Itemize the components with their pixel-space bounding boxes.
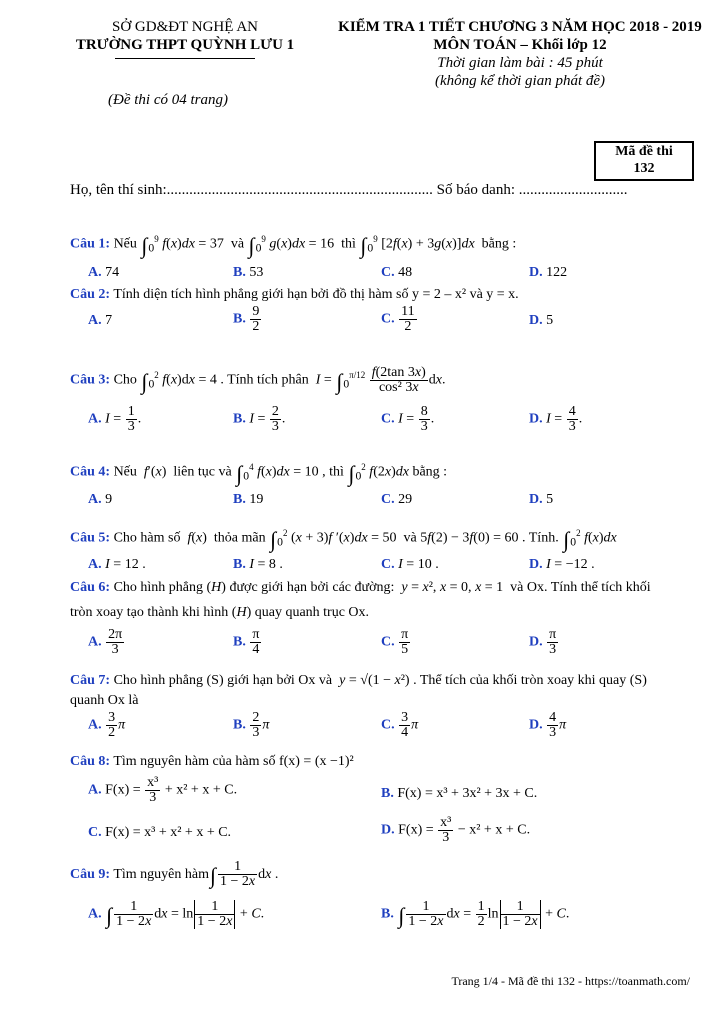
q1-option-d[interactable]: D. 122 bbox=[529, 265, 568, 280]
q5-option-a[interactable]: A. I = 12 . bbox=[88, 557, 146, 572]
q1-option-a[interactable]: A. 74 bbox=[88, 265, 120, 280]
q1-option-c[interactable]: C. 48 bbox=[381, 265, 413, 280]
question-7: Câu 7: Cho hình phẳng (S) giới hạn bởi Ox và y = √(1 − x²) . Thể tích của khối tròn xoay khi quay (S) bbox=[70, 673, 647, 688]
q7-text2: quanh Ox là bbox=[70, 693, 139, 708]
q9-label: Câu 9: bbox=[70, 867, 111, 882]
question-6: Câu 6: Cho hình phẳng (H) được giới hạn bởi các đường: y = x², x = 0, x = 1 và Ox. Tính thể tích khối bbox=[70, 580, 651, 595]
q3-option-a[interactable]: A. I = $\frac{1}{3}$ . bbox=[88, 404, 142, 434]
exam-time-note: (không kể thời gian phát đề) bbox=[434, 73, 606, 89]
q1-label: Câu 1: bbox=[70, 236, 111, 252]
q7-option-c[interactable]: C. $\frac{3}{4}$ π bbox=[381, 710, 419, 740]
q5-option-d[interactable]: D. I = −12 . bbox=[529, 557, 595, 572]
q5-option-c[interactable]: C. I = 10 . bbox=[381, 557, 439, 572]
q6-option-b[interactable]: B. $\frac{\pi}{4}$ bbox=[233, 627, 260, 657]
question-5: Câu 5: Cho hàm số f(x) thỏa mãn $\int_0^2$ (x + 3)f ′(x)dx = 50 và 5f(2) − 3f(0) = 60 . Tính. $\int_0^2$ f(x)dx bbox=[70, 526, 617, 552]
q3-option-b[interactable]: B. I = $\frac{2}{3}$ . bbox=[233, 404, 286, 434]
exam-time: Thời gian làm bài : 45 phút bbox=[437, 55, 603, 71]
q1-option-b[interactable]: B. 53 bbox=[233, 265, 264, 280]
pages-note: (Đề thi có 04 trang) bbox=[108, 92, 228, 108]
exam-code-label: Mã đề thi bbox=[615, 144, 673, 159]
q3-option-d[interactable]: D. I = $\frac{4}{3}$ . bbox=[529, 404, 583, 434]
q8-option-d[interactable]: D. F(x) = $\frac{\text{x³}}{3}$ − x² + x + C. bbox=[381, 815, 531, 845]
q4-option-d[interactable]: D. 5 bbox=[529, 492, 554, 507]
header-underline bbox=[115, 58, 255, 59]
department-name: SỞ GD&ĐT NGHỆ AN bbox=[112, 19, 258, 35]
q2-option-c[interactable]: C. $\frac{11}{2}$ bbox=[381, 304, 415, 334]
q9-option-b[interactable]: B. ∫ $\frac{1}{1 - 2x}$ dx = $\frac{1}{2}$ ln $\frac{1}{1 - 2x}$ + C. bbox=[381, 899, 570, 929]
q7-option-b[interactable]: B. $\frac{2}{3}$ π bbox=[233, 710, 270, 740]
q5-label: Câu 5: bbox=[70, 530, 111, 546]
q2-label: Câu 2: bbox=[70, 287, 111, 302]
exam-code-value: 132 bbox=[633, 161, 655, 176]
school-name: TRƯỜNG THPT QUỲNH LƯU 1 bbox=[75, 37, 295, 53]
question-9: Câu 9: Tìm nguyên hàm∫ $\frac{1}{1 - 2x}$ dx . bbox=[70, 859, 279, 890]
q2-text: Tính diện tích hình phẳng giới hạn bởi đồ thị hàm số y = 2 – x² và y = x. bbox=[113, 287, 519, 302]
question-6-line-2: tròn xoay tạo thành khi hình (H) quay quanh trục Ox. bbox=[70, 605, 370, 620]
q8-label: Câu 8: bbox=[70, 754, 111, 769]
student-info-line: Họ, tên thí sinh:....................................................................... Số báo danh: ............................. bbox=[70, 182, 628, 198]
q6-option-c[interactable]: C. $\frac{\pi}{5}$ bbox=[381, 627, 409, 657]
q6-option-a[interactable]: A. $\frac{2\pi}{3}$ bbox=[88, 627, 123, 657]
q9-text: Tìm nguyên hàm bbox=[113, 867, 209, 882]
q8-option-c[interactable]: C. F(x) = x³ + x² + x + C. bbox=[88, 825, 232, 840]
exam-subject: MÔN TOÁN – Khối lớp 12 bbox=[433, 37, 607, 53]
q3-option-c[interactable]: C. I = $\frac{8}{3}$ . bbox=[381, 404, 435, 434]
q2-option-b[interactable]: B. $\frac{9}{2}$ bbox=[233, 304, 260, 334]
q7-label: Câu 7: bbox=[70, 673, 111, 688]
question-4: Câu 4: Nếu f′(x) liên tục và $\int_0^4$ f(x)dx = 10 , thì $\int_0^2$ f(2x)dx bằng : bbox=[70, 460, 448, 486]
question-7-line-2 bbox=[70, 692, 694, 710]
q7-option-d[interactable]: D. $\frac{4}{3}$ π bbox=[529, 710, 567, 740]
q2-option-a[interactable]: A. 7 bbox=[88, 313, 113, 328]
page-footer: Trang 1/4 - Mã đề thi 132 - https://toanmath.com/ bbox=[451, 974, 690, 988]
exam-title: KIỂM TRA 1 TIẾT CHƯƠNG 3 NĂM HỌC 2018 - 2019 bbox=[338, 19, 702, 35]
q9-option-a[interactable]: A. ∫ $\frac{1}{1 - 2x}$ dx = ln $\frac{1}{1 - 2x}$ + C. bbox=[88, 899, 265, 929]
question-2 bbox=[70, 286, 694, 304]
q5-option-b[interactable]: B. I = 8 . bbox=[233, 557, 283, 572]
question-8 bbox=[70, 753, 694, 771]
question-3: Câu 3: Cho $\int_0^2$ f(x)dx = 4 . Tính tích phân $I = \int_0^{\pi/12}$ $\frac{f(2\tan 3x)}{\text{cos² 3x}}$ dx. bbox=[70, 364, 446, 395]
q4-option-b[interactable]: B. 19 bbox=[233, 492, 264, 507]
exam-code-box bbox=[594, 141, 694, 181]
q4-option-a[interactable]: A. 9 bbox=[88, 492, 113, 507]
q6-text2: tròn xoay tạo thành khi hình bbox=[70, 605, 229, 620]
q8-text: Tìm nguyên hàm của hàm số f(x) = (x −1)² bbox=[113, 754, 354, 769]
q7-option-a[interactable]: A. $\frac{3}{2}$ π bbox=[88, 710, 126, 740]
q2-option-d[interactable]: D. 5 bbox=[529, 313, 554, 328]
q6-option-d[interactable]: D. $\frac{\pi}{3}$ bbox=[529, 627, 557, 657]
question-1: Câu 1: Nếu $\int_0^9$ f(x)dx = 37 và $\int_0^9$ g(x)dx = 16 thì $\int_0^9$ [2f(x) + 3g(x)]dx bằng : bbox=[70, 232, 517, 258]
q4-option-c[interactable]: C. 29 bbox=[381, 492, 413, 507]
q6-label: Câu 6: bbox=[70, 580, 111, 595]
q3-label: Câu 3: bbox=[70, 372, 111, 388]
q8-option-a[interactable]: A. F(x) = $\frac{\text{x³}}{3}$ + x² + x + C. bbox=[88, 775, 238, 805]
q8-option-b[interactable]: B. F(x) = x³ + 3x² + 3x + C. bbox=[381, 786, 538, 801]
q4-label: Câu 4: bbox=[70, 464, 111, 480]
